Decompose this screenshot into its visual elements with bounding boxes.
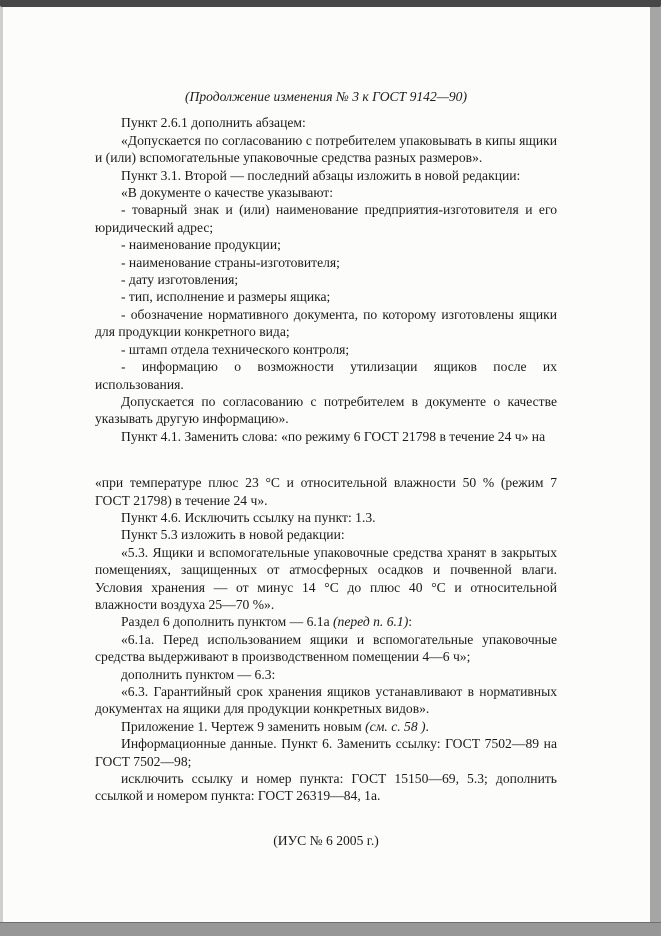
- paragraph: Пункт 5.3 изложить в новой редакции:: [121, 527, 345, 543]
- paragraph-text: :: [408, 614, 413, 630]
- paragraph: Информационные данные. Пункт 6. Заменить ссылку: ГОСТ 7502—89 на ГОСТ 7502—98;: [95, 736, 557, 769]
- paragraph: [95, 718, 557, 735]
- page-header: (Продолжение изменения № 3 к ГОСТ 9142—90): [185, 89, 467, 104]
- list-item: - товарный знак и (или) наименование предприятия-изготовителя и его юридический адрес;: [95, 202, 557, 235]
- scan-edge-right: [650, 0, 661, 936]
- paragraph: «6.3. Гарантийный срок хранения ящиков устанавливают в нормативных документах на ящики для продукции конкретных видов».: [95, 684, 557, 717]
- paragraph: Пункт 3.1. Второй — последний абзацы изложить в новой редакции:: [121, 167, 521, 183]
- list-item: - наименование страны-изготовителя;: [121, 254, 340, 270]
- list-item: - тип, исполнение и размеры ящика;: [121, 289, 331, 305]
- scan-edge-left: [0, 0, 3, 936]
- paragraph: исключить ссылку и номер пункта: ГОСТ 15150—69, 5.3; дополнить ссылкой и номером пункта: ГОСТ 26319—84, 1а.: [95, 771, 557, 804]
- paragraph: «5.3. Ящики и вспомогательные упаковочные средства хранят в закрытых помещениях, защищенных от атмосферных осадков и почвенной влаги. Условия хранения — от минус 14 °С до плюс 40 °С и относительной влажности воздуха 25—70 %».: [95, 544, 557, 612]
- list-item: - информацию о возможности утилизации ящиков после их использования.: [95, 359, 557, 392]
- document-content: [95, 88, 557, 849]
- paragraph: «Допускается по согласованию с потребителем упаковывать в кипы ящики и (или) вспомогательные упаковочные средства разных размеров».: [95, 132, 557, 166]
- paragraph: «В документе о качестве указывают:: [121, 185, 334, 201]
- paragraph-continuation: «при температуре плюс 23 °С и относительной влажности 50 % (режим 7 ГОСТ 21798) в течение 24 ч».: [95, 475, 557, 508]
- paragraph: «6.1а. Перед использованием ящики и вспомогательные упаковочные средства выдерживают в производственном помещении 4—6 ч»;: [95, 631, 557, 665]
- paragraph: Пункт 4.1. Заменить слова: «по режиму 6 ГОСТ 21798 в течение 24 ч» на: [121, 428, 546, 444]
- paragraph-text: Приложение 1. Чертеж 9 заменить новым: [121, 718, 366, 734]
- paragraph-italic-note: (перед п. 6.1): [333, 614, 409, 630]
- list-item: - штамп отдела технического контроля;: [121, 341, 350, 357]
- list-item: - обозначение нормативного документа, по которому изготовлены ящики для продукции конкретного вида;: [95, 306, 557, 340]
- scan-edge-bottom: [0, 923, 661, 936]
- scan-edge-top: [0, 0, 661, 7]
- page-footer: (ИУС № 6 2005 г.): [273, 832, 379, 848]
- paragraph: Допускается по согласованию с потребителем в документе о качестве указывать другую информацию».: [95, 393, 557, 427]
- paragraph: Пункт 2.6.1 дополнить абзацем:: [121, 115, 306, 131]
- paragraph-text: .: [425, 718, 429, 734]
- list-item: - дату изготовления;: [121, 272, 239, 288]
- paragraph-text: Раздел 6 дополнить пунктом — 6.1а: [121, 614, 334, 630]
- paragraph: [95, 613, 557, 630]
- list-item: - наименование продукции;: [121, 237, 281, 253]
- paragraph: Пункт 4.6. Исключить ссылку на пункт: 1.3.: [121, 509, 376, 525]
- paragraph: дополнить пунктом — 6.3:: [121, 666, 276, 682]
- paragraph-italic-note: (см. с. 58 ): [365, 718, 426, 734]
